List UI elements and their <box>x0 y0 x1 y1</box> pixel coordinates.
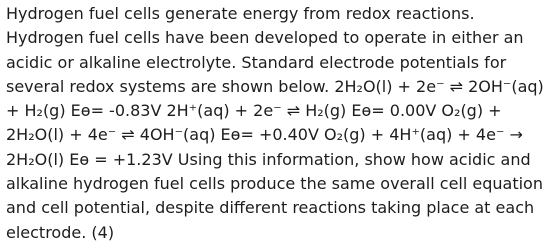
question-text: Hydrogen fuel cells generate energy from redox reactions. Hydrogen fuel cells have been developed to operate in either an acidic or alkaline electrolyte. Standard electrode potentials for several redox systems are shown below. 2H₂O(l) + 2e⁻ ⇌ 2OH⁻(aq) + H₂(g) Eɵ= -0.83V 2H⁺(aq) + 2e⁻ ⇌ H₂(g) Eɵ= 0.00V O₂(g) + 2H₂O(l) + 4e⁻ ⇌ 4OH⁻(aq) Eɵ= +0.40V O₂(g) + 4H⁺(aq) + 4e⁻ → 2H₂O(l) Eɵ = +1.23V Using this information, show how acidic and alkaline hydrogen fuel cells produce the same overall cell equation and cell potential, despite different reactions taking place at each electrode. (4) <box>6 4 544 242</box>
